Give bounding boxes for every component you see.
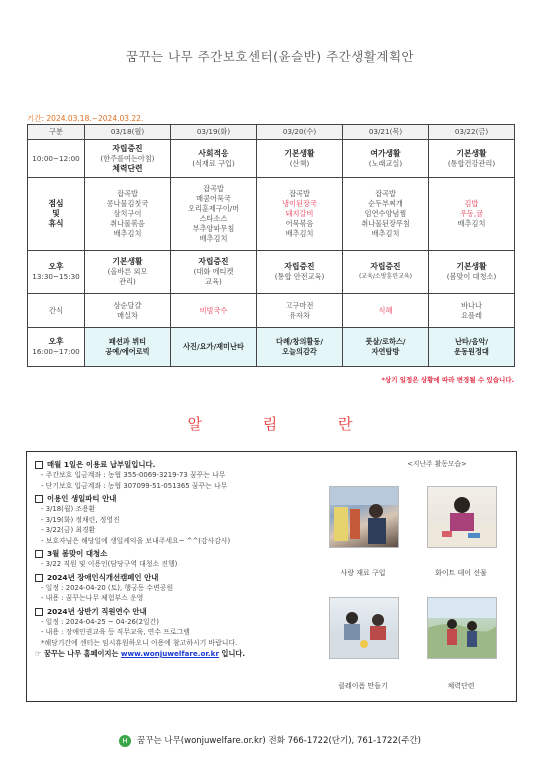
checkbox-icon (35, 461, 43, 469)
header-mon: 03/18(월) (85, 125, 171, 140)
snack-item: 삼순달걀 (113, 300, 142, 310)
menu-item: 배추김치 (457, 219, 486, 228)
notice-line: - 일정 : 2024-04-20 (토), 행궁동 수변공원 (41, 583, 174, 592)
menu-item: 취나물볶음 (110, 219, 145, 228)
notice-line: - 주간보호 입금계좌 : 농협 355-0069-3219-73 꿈꾸는 나무 (41, 471, 226, 479)
photo-illustration (428, 487, 496, 547)
menu-item: 잡곡밥 (289, 189, 310, 198)
row-label-line: 오후 (48, 337, 64, 346)
program-item: 풋살/로하스/ (365, 337, 406, 346)
activity-title: 기본생활 (284, 148, 315, 158)
header-tue: 03/19(화) (171, 125, 257, 140)
program-item: 운동원정대 (454, 347, 489, 356)
menu-item: 우동,귤 (459, 209, 484, 218)
notice-section (35, 459, 347, 470)
header-wed: 03/20(수) (257, 125, 343, 140)
header-fri: 03/22(금) (429, 125, 515, 140)
notice-list (35, 457, 347, 659)
notice-board (26, 451, 517, 702)
table-row-morning (28, 140, 515, 178)
footer-contact: 꿈꾸는 나무(wonjuwelfare.or.kr) 전화 766-1722(단기), 761-1722(주간) (137, 736, 421, 746)
notice-section (35, 572, 347, 583)
snack-item: 요플레 (461, 310, 482, 320)
notice-line: - 보호자님은 해당일에 생일케익을 보내주세요~ ^^(감사감사) (41, 536, 231, 545)
program-item: 다례/창의활동/ (276, 337, 323, 346)
menu-item: 배추김치 (285, 229, 314, 238)
activity-sub: (올바른 외모 (107, 267, 148, 276)
homepage-lead: ☞ 꿈꾸는 나무 홈페이지는 (35, 649, 119, 658)
notice-section (35, 606, 347, 617)
table-cell (257, 294, 343, 328)
table-cell (343, 178, 429, 251)
table-cell (429, 294, 515, 328)
table-cell (257, 178, 343, 251)
activity-sub: (식재료 구입) (192, 158, 235, 168)
notice-line: - 단기보호 입금계좌 : 농협 307099-51-051365 꿈꾸는 나무 (41, 481, 228, 490)
program-item: 오늘의감각 (282, 347, 317, 356)
center-logo-icon: H (119, 735, 131, 747)
table-cell (343, 294, 429, 328)
table-cell (343, 328, 429, 367)
table-cell (171, 178, 257, 251)
activity-title: 자립증진 (284, 262, 315, 271)
table-cell (343, 251, 429, 294)
menu-item: 배추김치 (199, 234, 228, 243)
snack-item: 바나나 (461, 300, 482, 310)
activity-photo (427, 597, 497, 659)
menu-item: 부추양파무침 (192, 224, 235, 233)
table-cell (85, 294, 171, 328)
table-cell (343, 140, 429, 178)
snack-item: 비빔국수 (199, 305, 228, 315)
notice-heading: 알 림 란 (187, 415, 381, 433)
activity-sub: (대화 에티켓 (193, 267, 234, 276)
program-item: 공예/에어로빅 (105, 347, 150, 356)
row-label: 간식 (28, 294, 85, 328)
menu-item: 배추김치 (371, 229, 400, 238)
table-cell (85, 251, 171, 294)
activity-sub: (교육/소방훈련교육) (358, 273, 413, 280)
activity-sub: (노래교실) (368, 158, 403, 168)
table-cell (257, 251, 343, 294)
notice-line: - 일정 : 2024-04-25 ~ 04-26(2일간) (41, 617, 159, 626)
activity-sub: (통합건강관리) (447, 158, 496, 168)
activity-title: 기본생활 (112, 257, 143, 266)
activity-sub: 관리) (119, 277, 136, 286)
row-label-line: 오후 (48, 262, 64, 271)
table-cell (429, 328, 515, 367)
row-label-line: 13:30~15:30 (32, 272, 80, 281)
table-row-lunch (28, 178, 515, 251)
photo-illustration (330, 598, 398, 658)
menu-item: 취나물된장무침 (361, 219, 410, 228)
notice-line: - 3/18(월) 조용환 (41, 505, 96, 513)
notice-section (35, 493, 347, 504)
photo-illustration (330, 487, 398, 547)
checkbox-icon (35, 495, 43, 503)
snack-item: 고구마전 (285, 300, 314, 310)
table-row-late-afternoon (28, 328, 515, 367)
notice-section-title: 2024년 상반기 직원연수 안내 (47, 606, 147, 616)
row-label (28, 328, 85, 367)
notice-line: - 3/19(화) 정채린, 정영진 (41, 515, 120, 524)
activity-sub: (봄맞이 대청소) (446, 272, 497, 281)
photo-caption: 화이트 데이 선물 (435, 569, 487, 577)
row-label (28, 178, 85, 251)
table-row-afternoon (28, 251, 515, 294)
page-footer (0, 734, 540, 747)
row-label-line: 및 (52, 209, 60, 218)
notice-section-title: 2024년 장애인식개선캠페인 안내 (47, 572, 159, 582)
checkbox-icon (35, 608, 43, 616)
activity-title: 기본생활 (456, 148, 487, 158)
table-cell (429, 178, 515, 251)
table-cell (171, 251, 257, 294)
table-cell (429, 251, 515, 294)
checkbox-icon (35, 574, 43, 582)
activity-title: 자립증진 (198, 257, 229, 266)
photo-section-caption: <지난주 활동모습> (407, 460, 467, 468)
notice-section-title: 이용인 생일파티 안내 (47, 494, 117, 503)
menu-item: 냉이된장국 (282, 199, 317, 208)
program-item: 난타/음악/ (454, 337, 489, 346)
table-cell (257, 140, 343, 178)
activity-photo (329, 486, 399, 548)
row-label: 10:00~12:00 (28, 140, 85, 178)
activity-title: 사회적응 (198, 148, 229, 158)
photo-caption: 사랑 재료 구입 (340, 569, 386, 577)
menu-item: 잡곡밥 (203, 184, 224, 193)
menu-item: 잡곡밥 (375, 189, 396, 198)
schedule-period: 기간: 2024.03.18.~2024.03.22. (27, 114, 144, 123)
menu-item: 어묵볶음 (285, 219, 314, 228)
menu-item: 배추김치 (113, 229, 142, 238)
table-cell (257, 328, 343, 367)
program-item: 자연탐방 (371, 347, 400, 356)
row-label-line: 16:00~17:00 (32, 347, 80, 356)
table-cell (85, 140, 171, 178)
homepage-line (35, 648, 347, 659)
homepage-tail: 입니다. (221, 649, 246, 658)
row-label-line: 점심 (48, 199, 64, 208)
menu-item: 돼지갈비 (285, 209, 314, 218)
table-cell (85, 328, 171, 367)
notice-line: - 3/22 직원 및 이용인(담당구역 대청소 진행) (41, 560, 178, 568)
activity-photo (427, 486, 497, 548)
activity-sub: (통합 안전교육) (274, 272, 325, 281)
menu-item: 김밥 (464, 199, 479, 208)
menu-item: 임연수양념찜 (364, 209, 407, 218)
menu-item: 잡곡밥 (117, 189, 138, 198)
activity-sub: (한주를여는아침) (100, 153, 155, 163)
activity-extra: 체력단련 (112, 163, 143, 173)
program-item: 사진/요가/재미난타 (183, 342, 244, 351)
table-cell (85, 178, 171, 251)
notice-line: - 내용 : 꿈꾸는나무 체험부스 운영 (41, 594, 144, 602)
header-category: 구분 (28, 125, 85, 140)
menu-item: 매콤어묵국 (196, 194, 231, 203)
page-title: 꿈꾸는 나무 주간보호센터(윤슬반) 주간생활계획안 (125, 49, 415, 64)
activity-title: 자립증진 (112, 143, 143, 153)
program-item: 패션과 뷔티 (108, 337, 147, 346)
activity-photo (329, 597, 399, 659)
activity-sub: 교육) (205, 277, 222, 286)
table-cell (171, 328, 257, 367)
table-cell (171, 140, 257, 178)
snack-item: 유자차 (289, 310, 310, 320)
activity-title: 여가생활 (370, 148, 401, 158)
header-thu: 03/21(목) (343, 125, 429, 140)
notice-line: - 3/22(금) 최경환 (41, 526, 96, 534)
table-row-snack (28, 294, 515, 328)
activity-title: 자립증진 (370, 262, 401, 271)
notice-section-title: 3월 봄맞이 대청소 (47, 549, 108, 558)
notice-line: *해당기간에 센터는 임시휴원하오니 이용에 참고하시기 바랍니다. (41, 638, 238, 647)
menu-item: 오리훈제구이/머 (187, 204, 240, 213)
table-cell (171, 294, 257, 328)
weekly-schedule-table (27, 124, 515, 367)
row-label-line: 휴식 (48, 219, 64, 228)
activity-title: 기본생활 (456, 262, 487, 271)
photo-caption: 클레이폼 만들기 (338, 682, 388, 690)
table-header-row (28, 125, 515, 140)
activity-sub: (산책) (289, 158, 310, 168)
homepage-link[interactable]: www.wonjuwelfare.or.kr (120, 649, 219, 658)
notice-line: - 내용 : 장애인권교육 등 직무교육, 연수 프로그램 (41, 628, 190, 636)
checkbox-icon (35, 550, 43, 558)
schedule-note: *상기 일정은 상황에 따라 변경될 수 있습니다. (381, 376, 514, 384)
photo-illustration (428, 598, 496, 658)
table-cell (429, 140, 515, 178)
photo-caption: 체력단련 (447, 682, 475, 690)
notice-section (35, 548, 347, 559)
row-label (28, 251, 85, 294)
menu-item (429, 209, 514, 219)
menu-item: 삼치구이 (113, 209, 142, 218)
menu-item: 콩나물김칫국 (106, 199, 149, 208)
menu-item: 순두부찌개 (368, 199, 403, 208)
menu-item: 스타소스 (199, 214, 228, 223)
notice-section-title: 매월 1일은 이용료 납부일입니다. (47, 460, 156, 469)
snack-item: 식혜 (378, 305, 393, 315)
snack-item: 매실차 (117, 310, 138, 320)
